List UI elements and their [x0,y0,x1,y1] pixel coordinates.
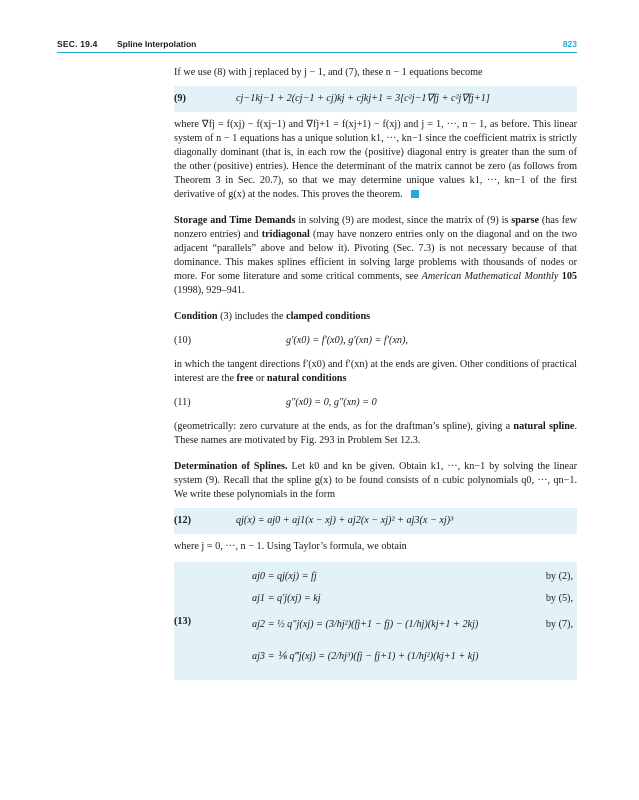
equation-13-label: (13) [174,616,191,627]
term-natural-spline: natural spline [513,421,575,432]
term-clamped: clamped conditions [286,311,371,322]
intro-paragraph: If we use (8) with j replaced by j − 1, and (7), these n − 1 equations become [174,67,483,78]
equation-10-label: (10) [174,335,191,346]
condition-paragraph: Condition (3) includes the clamped conditions [174,311,371,322]
storage-paragraph: Storage and Time Demands in solving (9) are modest, since the matrix of (9) is sparse (has few nonzero entries) and tridiagonal (may have nonzero entries only on the diagonal and on the two adjacent “parallels” above and below it). Pivoting (Sec. 7.3) is not necessary because of that dominance. This makes splines efficient in solving large problems with thousands of nodes or more. For some literature and some critical comments, see American Mathematical Monthly 105 (1998), 929–941. [174,215,577,296]
equation-9-box [174,86,577,112]
equation-12-label: (12) [174,515,191,526]
term-natural-conditions: natural conditions [266,373,347,384]
equation-10-line [174,328,577,354]
equation-13-box [174,562,577,680]
equation-12-box [174,508,577,534]
natural-spline-paragraph: (geometrically: zero curvature at the ends, as for the draftman’s spline), giving a natural spline. These names are motivated by Fig. 293 in Problem Set 12.3. [174,421,577,446]
condition-heading: Condition [174,311,218,322]
equation-13-reference: by (2), [545,571,573,582]
header-rule [57,52,577,53]
equation-13-row: aj2 = ½ q″j(xj) = (3/hj²)(fj+1 − fj) − (1/hj)(kj+1 + 2kj) [252,619,479,630]
proof-paragraph [174,118,577,202]
term-tridiagonal: tridiagonal [261,229,310,240]
page-number: 823 [562,39,577,49]
free-natural-paragraph: in which the tangent directions f′(x0) and f′(xn) at the ends are given. Other conditions of practical interest are the free or natural conditions [174,359,577,384]
determination-heading: Determination of Splines. [174,461,288,472]
journal-name: American Mathematical Monthly [421,271,559,282]
proof-text: where ∇fj = f(xj) − f(xj−1) and ∇fj+1 = f(xj+1) − f(xj) and j = 1, ···, n − 1, as before. This linear system of n − 1 equations has a unique solution k1, ···, kn−1 since the coefficient matrix is strictly diagonally dominant (that is, in each row the (positive) diagonal entry is greater than the sum of the other (positive) entries). Hence the determinant of the matrix cannot be zero (as follows from Theorem 3 in Sec. 20.7), so that we may determine unique values k1, ···, kn−1 of the first derivative of g(x) at the nodes. This proves the theorem. [174,119,577,200]
determination-paragraph: Determination of Splines. Let k0 and kn be given. Obtain k1, ···, kn−1 by solving the linear system (9). Recall that the spline g(x) to be found consists of n cubic polynomials q0, ···, qn−1. We write these polynomials in the form [174,461,577,500]
section-number: SEC. 19.4 [57,39,98,49]
equation-13-row: aj0 = qj(xj) = fj [252,571,317,582]
equation-9-label: (9) [174,93,186,104]
equation-13-reference: by (7), [545,619,573,630]
equation-9: cj−1kj−1 + 2(cj−1 + cj)kj + cjkj+1 = 3[c²j−1∇fj + c²j∇fj+1] [236,93,490,104]
qed-icon [411,190,419,198]
section-title: Spline Interpolation [117,39,197,49]
equation-11-label: (11) [174,397,191,408]
equation-13-row: aj1 = q′j(xj) = kj [252,593,321,604]
taylor-paragraph: where j = 0, ···, n − 1. Using Taylor’s formula, we obtain [174,541,407,552]
equation-13-reference: by (5), [545,593,573,604]
equation-12: qj(x) = aj0 + aj1(x − xj) + aj2(x − xj)² + aj3(x − xj)³ [236,515,454,526]
storage-heading: Storage and Time Demands [174,215,296,226]
running-header [57,39,577,53]
journal-volume: 105 [558,271,577,282]
equation-11: g″(x0) = 0, g″(xn) = 0 [286,397,377,408]
equation-13-row: aj3 = ⅙ q‴j(xj) = (2/hj³)(fj − fj+1) + (1/hj²)(kj+1 + kj) [252,651,479,662]
term-free: free [236,373,254,384]
equation-10: g′(x0) = f′(x0), g′(xn) = f′(xn), [286,335,408,346]
equation-11-line [174,390,577,416]
term-sparse: sparse [511,215,539,226]
page-body [174,66,577,680]
